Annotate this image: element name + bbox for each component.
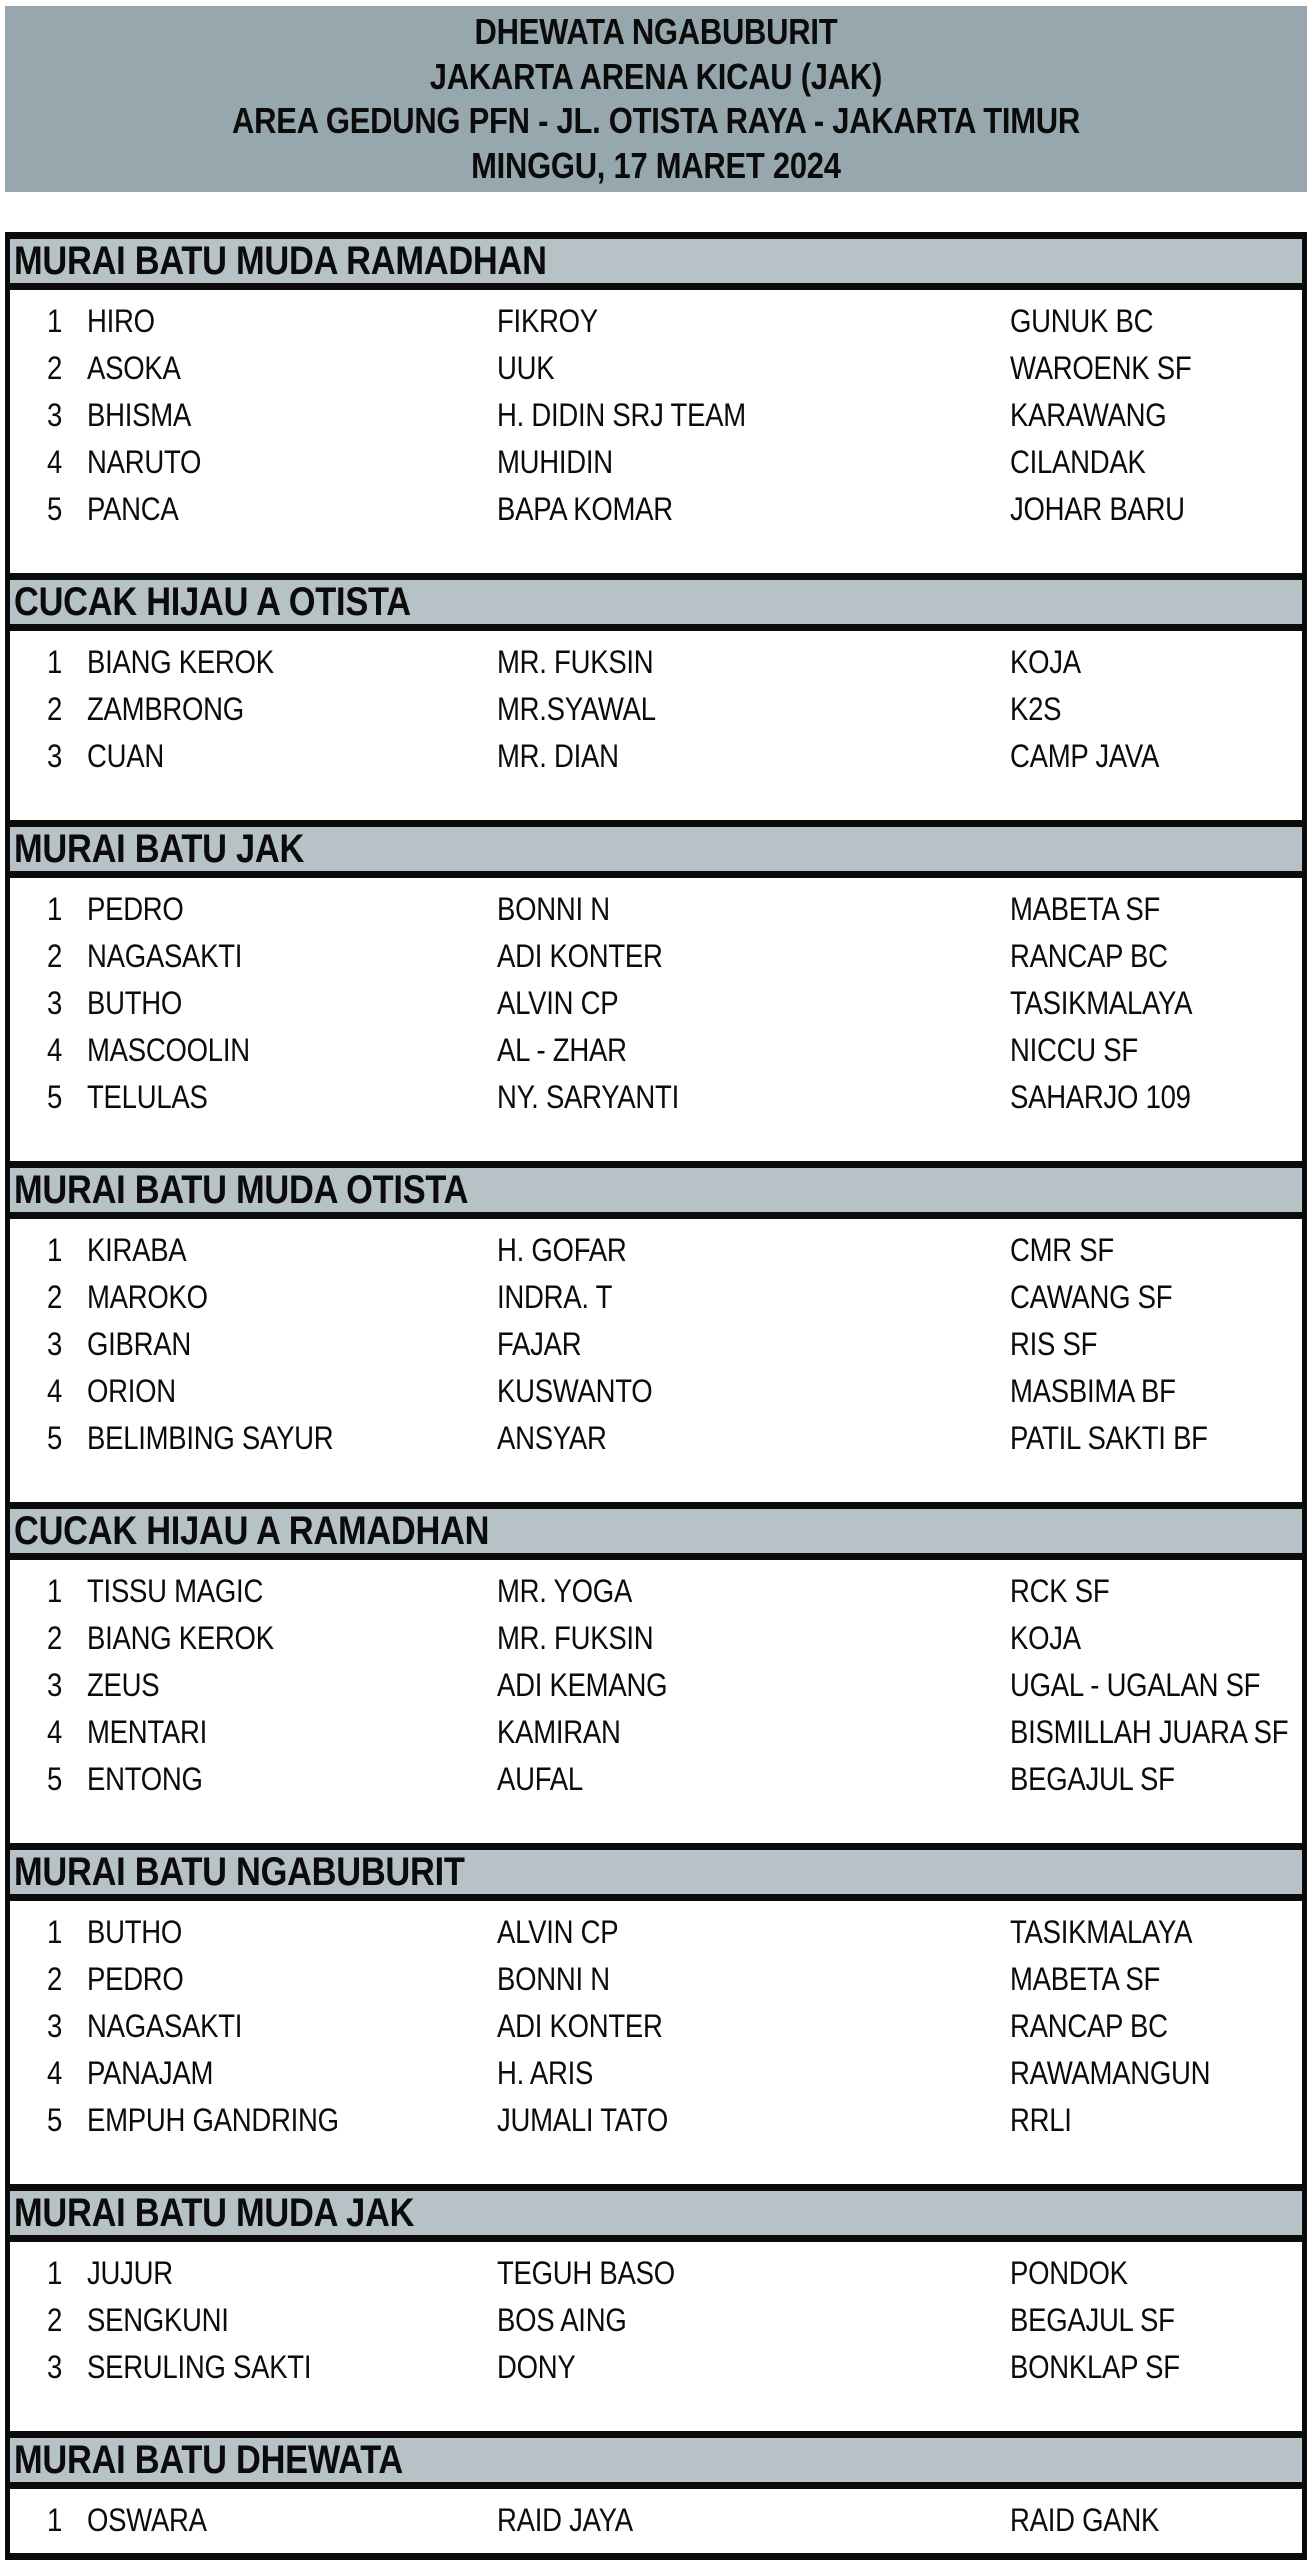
bird-name-cell: MENTARI (87, 1714, 207, 1750)
table-row (47, 1368, 1302, 1415)
table-row (47, 2344, 1302, 2391)
section (5, 573, 1307, 820)
team-cell: BONKLAP SF (1010, 2349, 1180, 2385)
bird-name-cell: HIRO (87, 303, 155, 339)
owner-cell: BAPA KOMAR (497, 491, 673, 527)
table-row (47, 2003, 1302, 2050)
bird-name-cell: ORION (87, 1373, 176, 1409)
rank-cell: 3 (47, 397, 63, 433)
table-row (47, 1956, 1302, 2003)
owner-cell: FAJAR (497, 1326, 582, 1362)
team-cell: PATIL SAKTI BF (1010, 1420, 1208, 1456)
section-content (5, 290, 1307, 573)
rank-cell: 3 (47, 2008, 63, 2044)
bird-name-cell: KIRABA (87, 1232, 187, 1268)
rank-cell: 1 (47, 891, 63, 927)
team-cell: RAID GANK (1010, 2502, 1160, 2538)
owner-cell: BOS AING (497, 2302, 627, 2338)
bird-name-cell: NAGASAKTI (87, 938, 243, 974)
rank-cell: 3 (47, 2349, 63, 2385)
section-content (5, 1901, 1307, 2184)
table-row (47, 1074, 1302, 1121)
bird-name-cell: BIANG KEROK (87, 1620, 274, 1656)
bird-name-cell: OSWARA (87, 2502, 207, 2538)
bird-name-cell: PEDRO (87, 1961, 184, 1997)
section-title: MURAI BATU MUDA RAMADHAN (14, 239, 547, 283)
team-cell: K2S (1010, 691, 1062, 727)
bird-name-cell: PEDRO (87, 891, 184, 927)
event-title (5, 11, 1307, 53)
table-row (47, 1909, 1302, 1956)
owner-cell: H. GOFAR (497, 1232, 627, 1268)
team-cell: JOHAR BARU (1010, 491, 1185, 527)
rank-cell: 2 (47, 2302, 63, 2338)
bird-name-cell: BIANG KEROK (87, 644, 274, 680)
team-cell: KARAWANG (1010, 397, 1167, 433)
owner-cell: ANSYAR (497, 1420, 607, 1456)
owner-cell: INDRA. T (497, 1279, 613, 1315)
event-title-text: DHEWATA NGABUBURIT (474, 11, 838, 53)
table-row (47, 486, 1302, 533)
owner-cell: MR. FUKSIN (497, 1620, 654, 1656)
event-date (5, 144, 1307, 186)
section (5, 1502, 1307, 1843)
rank-cell: 3 (47, 1667, 63, 1703)
table-row (47, 639, 1302, 686)
bird-name-cell: MAROKO (87, 1279, 208, 1315)
team-cell: MABETA SF (1010, 1961, 1161, 1997)
table-row (47, 980, 1302, 1027)
owner-cell: ALVIN CP (497, 985, 619, 1021)
event-location (5, 100, 1307, 142)
team-cell: MASBIMA BF (1010, 1373, 1176, 1409)
bird-name-cell: GIBRAN (87, 1326, 191, 1362)
rank-cell: 3 (47, 985, 63, 1021)
team-cell: CMR SF (1010, 1232, 1114, 1268)
team-cell: BISMILLAH JUARA SF (1010, 1714, 1289, 1750)
owner-cell: DONY (497, 2349, 576, 2385)
rank-cell: 2 (47, 1620, 63, 1656)
table-row (47, 1227, 1302, 1274)
section-title: MURAI BATU MUDA JAK (14, 2191, 415, 2235)
bird-name-cell: ASOKA (87, 350, 181, 386)
table-row (47, 686, 1302, 733)
owner-cell: JUMALI TATO (497, 2102, 668, 2138)
table-row (47, 1568, 1302, 1615)
bird-name-cell: ENTONG (87, 1761, 203, 1797)
owner-cell: H. ARIS (497, 2055, 594, 2091)
section-header-bar (5, 1502, 1307, 1560)
team-cell: WAROENK SF (1010, 350, 1192, 386)
table-row (47, 933, 1302, 980)
team-cell: CAWANG SF (1010, 1279, 1173, 1315)
bird-name-cell: NARUTO (87, 444, 202, 480)
rank-cell: 1 (47, 2255, 63, 2291)
section-title: MURAI BATU JAK (14, 827, 305, 871)
section-title: CUCAK HIJAU A OTISTA (14, 580, 411, 624)
team-cell: BEGAJUL SF (1010, 2302, 1175, 2338)
owner-cell: MUHIDIN (497, 444, 613, 480)
team-cell: RAWAMANGUN (1010, 2055, 1211, 2091)
rank-cell: 2 (47, 1961, 63, 1997)
bird-name-cell: BELIMBING SAYUR (87, 1420, 334, 1456)
rank-cell: 1 (47, 303, 63, 339)
table-row (47, 1274, 1302, 1321)
section-header-bar (5, 1843, 1307, 1901)
rank-cell: 1 (47, 1573, 63, 1609)
owner-cell: KAMIRAN (497, 1714, 621, 1750)
table-row (47, 2297, 1302, 2344)
team-cell: RRLI (1010, 2102, 1072, 2138)
owner-cell: MR. YOGA (497, 1573, 633, 1609)
rank-cell: 1 (47, 2502, 63, 2538)
team-cell: NICCU SF (1010, 1032, 1138, 1068)
rank-cell: 4 (47, 1373, 63, 1409)
rank-cell: 5 (47, 2102, 63, 2138)
table-row (47, 2097, 1302, 2144)
owner-cell: RAID JAYA (497, 2502, 633, 2538)
team-cell: UGAL - UGALAN SF (1010, 1667, 1261, 1703)
section-title: MURAI BATU MUDA OTISTA (14, 1168, 469, 1212)
team-cell: SAHARJO 109 (1010, 1079, 1191, 1115)
section-title: MURAI BATU DHEWATA (14, 2438, 404, 2482)
section-content (5, 1560, 1307, 1843)
team-cell: MABETA SF (1010, 891, 1161, 927)
table-row (47, 1709, 1302, 1756)
owner-cell: FIKROY (497, 303, 598, 339)
owner-cell: NY. SARYANTI (497, 1079, 679, 1115)
table-row (47, 392, 1302, 439)
section (5, 232, 1307, 573)
owner-cell: ADI KONTER (497, 938, 663, 974)
section (5, 2431, 1307, 2560)
rank-cell: 2 (47, 938, 63, 974)
owner-cell: MR. DIAN (497, 738, 619, 774)
section-title: MURAI BATU NGABUBURIT (14, 1850, 465, 1894)
team-cell: RIS SF (1010, 1326, 1098, 1362)
section (5, 820, 1307, 1161)
owner-cell: AUFAL (497, 1761, 583, 1797)
rank-cell: 5 (47, 491, 63, 527)
table-row (47, 2250, 1302, 2297)
owner-cell: MR.SYAWAL (497, 691, 656, 727)
bird-name-cell: MASCOOLIN (87, 1032, 250, 1068)
rank-cell: 4 (47, 1032, 63, 1068)
rank-cell: 2 (47, 1279, 63, 1315)
bird-name-cell: EMPUH GANDRING (87, 2102, 339, 2138)
rank-cell: 3 (47, 1326, 63, 1362)
table-row (47, 1662, 1302, 1709)
rank-cell: 5 (47, 1761, 63, 1797)
bird-name-cell: PANCA (87, 491, 179, 527)
bird-name-cell: ZAMBRONG (87, 691, 244, 727)
owner-cell: BONNI N (497, 1961, 610, 1997)
section-header-bar (5, 2184, 1307, 2242)
event-date-text: MINGGU, 17 MARET 2024 (471, 144, 841, 186)
table-row (47, 1321, 1302, 1368)
table-row (47, 1615, 1302, 1662)
table-row (47, 733, 1302, 780)
bird-name-cell: ZEUS (87, 1667, 160, 1703)
rank-cell: 4 (47, 1714, 63, 1750)
team-cell: CAMP JAVA (1010, 738, 1160, 774)
table-row (47, 345, 1302, 392)
table-row (47, 886, 1302, 933)
section-title: CUCAK HIJAU A RAMADHAN (14, 1509, 490, 1553)
team-cell: GUNUK BC (1010, 303, 1154, 339)
bird-name-cell: SERULING SAKTI (87, 2349, 312, 2385)
rank-cell: 4 (47, 444, 63, 480)
owner-cell: BONNI N (497, 891, 610, 927)
section-content (5, 631, 1307, 820)
bird-name-cell: NAGASAKTI (87, 2008, 243, 2044)
owner-cell: H. DIDIN SRJ TEAM (497, 397, 746, 433)
rank-cell: 2 (47, 350, 63, 386)
sections (5, 232, 1307, 2560)
team-cell: CILANDAK (1010, 444, 1146, 480)
team-cell: RANCAP BC (1010, 938, 1168, 974)
section-content (5, 878, 1307, 1161)
rank-cell: 1 (47, 1914, 63, 1950)
owner-cell: TEGUH BASO (497, 2255, 675, 2291)
table-row (47, 439, 1302, 486)
owner-cell: MR. FUKSIN (497, 644, 654, 680)
rank-cell: 4 (47, 2055, 63, 2091)
team-cell: KOJA (1010, 644, 1081, 680)
owner-cell: ADI KEMANG (497, 1667, 668, 1703)
bird-name-cell: BUTHO (87, 985, 183, 1021)
bird-name-cell: BHISMA (87, 397, 191, 433)
rank-cell: 1 (47, 644, 63, 680)
table-row (47, 2050, 1302, 2097)
table-row (47, 1415, 1302, 1462)
section-header-bar (5, 232, 1307, 290)
team-cell: RANCAP BC (1010, 2008, 1168, 2044)
rank-cell: 5 (47, 1420, 63, 1456)
team-cell: RCK SF (1010, 1573, 1110, 1609)
owner-cell: ADI KONTER (497, 2008, 663, 2044)
bird-name-cell: JUJUR (87, 2255, 173, 2291)
rank-cell: 3 (47, 738, 63, 774)
section (5, 1161, 1307, 1502)
bird-name-cell: PANAJAM (87, 2055, 214, 2091)
section-content (5, 2242, 1307, 2431)
section-content (5, 1219, 1307, 1502)
table-row (47, 1756, 1302, 1803)
event-organizer (5, 55, 1307, 97)
owner-cell: UUK (497, 350, 555, 386)
bird-name-cell: CUAN (87, 738, 164, 774)
event-header (5, 6, 1307, 192)
rank-cell: 2 (47, 691, 63, 727)
section (5, 1843, 1307, 2184)
owner-cell: KUSWANTO (497, 1373, 653, 1409)
table-row (47, 2497, 1302, 2544)
table-row (47, 298, 1302, 345)
section (5, 2184, 1307, 2431)
event-organizer-text: JAKARTA ARENA KICAU (JAK) (429, 55, 883, 97)
bottom-rule (5, 2553, 1307, 2560)
event-location-text: AREA GEDUNG PFN - JL. OTISTA RAYA - JAKARTA TIMUR (232, 100, 1080, 142)
bird-name-cell: TELULAS (87, 1079, 208, 1115)
section-header-bar (5, 820, 1307, 878)
section-header-bar (5, 573, 1307, 631)
rank-cell: 5 (47, 1079, 63, 1115)
team-cell: KOJA (1010, 1620, 1081, 1656)
team-cell: PONDOK (1010, 2255, 1128, 2291)
section-header-bar (5, 1161, 1307, 1219)
bird-name-cell: BUTHO (87, 1914, 183, 1950)
owner-cell: ALVIN CP (497, 1914, 619, 1950)
section-header-bar (5, 2431, 1307, 2489)
rank-cell: 1 (47, 1232, 63, 1268)
bird-name-cell: TISSU MAGIC (87, 1573, 264, 1609)
section-content (5, 2489, 1307, 2560)
table-row (47, 1027, 1302, 1074)
owner-cell: AL - ZHAR (497, 1032, 627, 1068)
bird-name-cell: SENGKUNI (87, 2302, 229, 2338)
team-cell: BEGAJUL SF (1010, 1761, 1175, 1797)
team-cell: TASIKMALAYA (1010, 1914, 1193, 1950)
team-cell: TASIKMALAYA (1010, 985, 1193, 1021)
